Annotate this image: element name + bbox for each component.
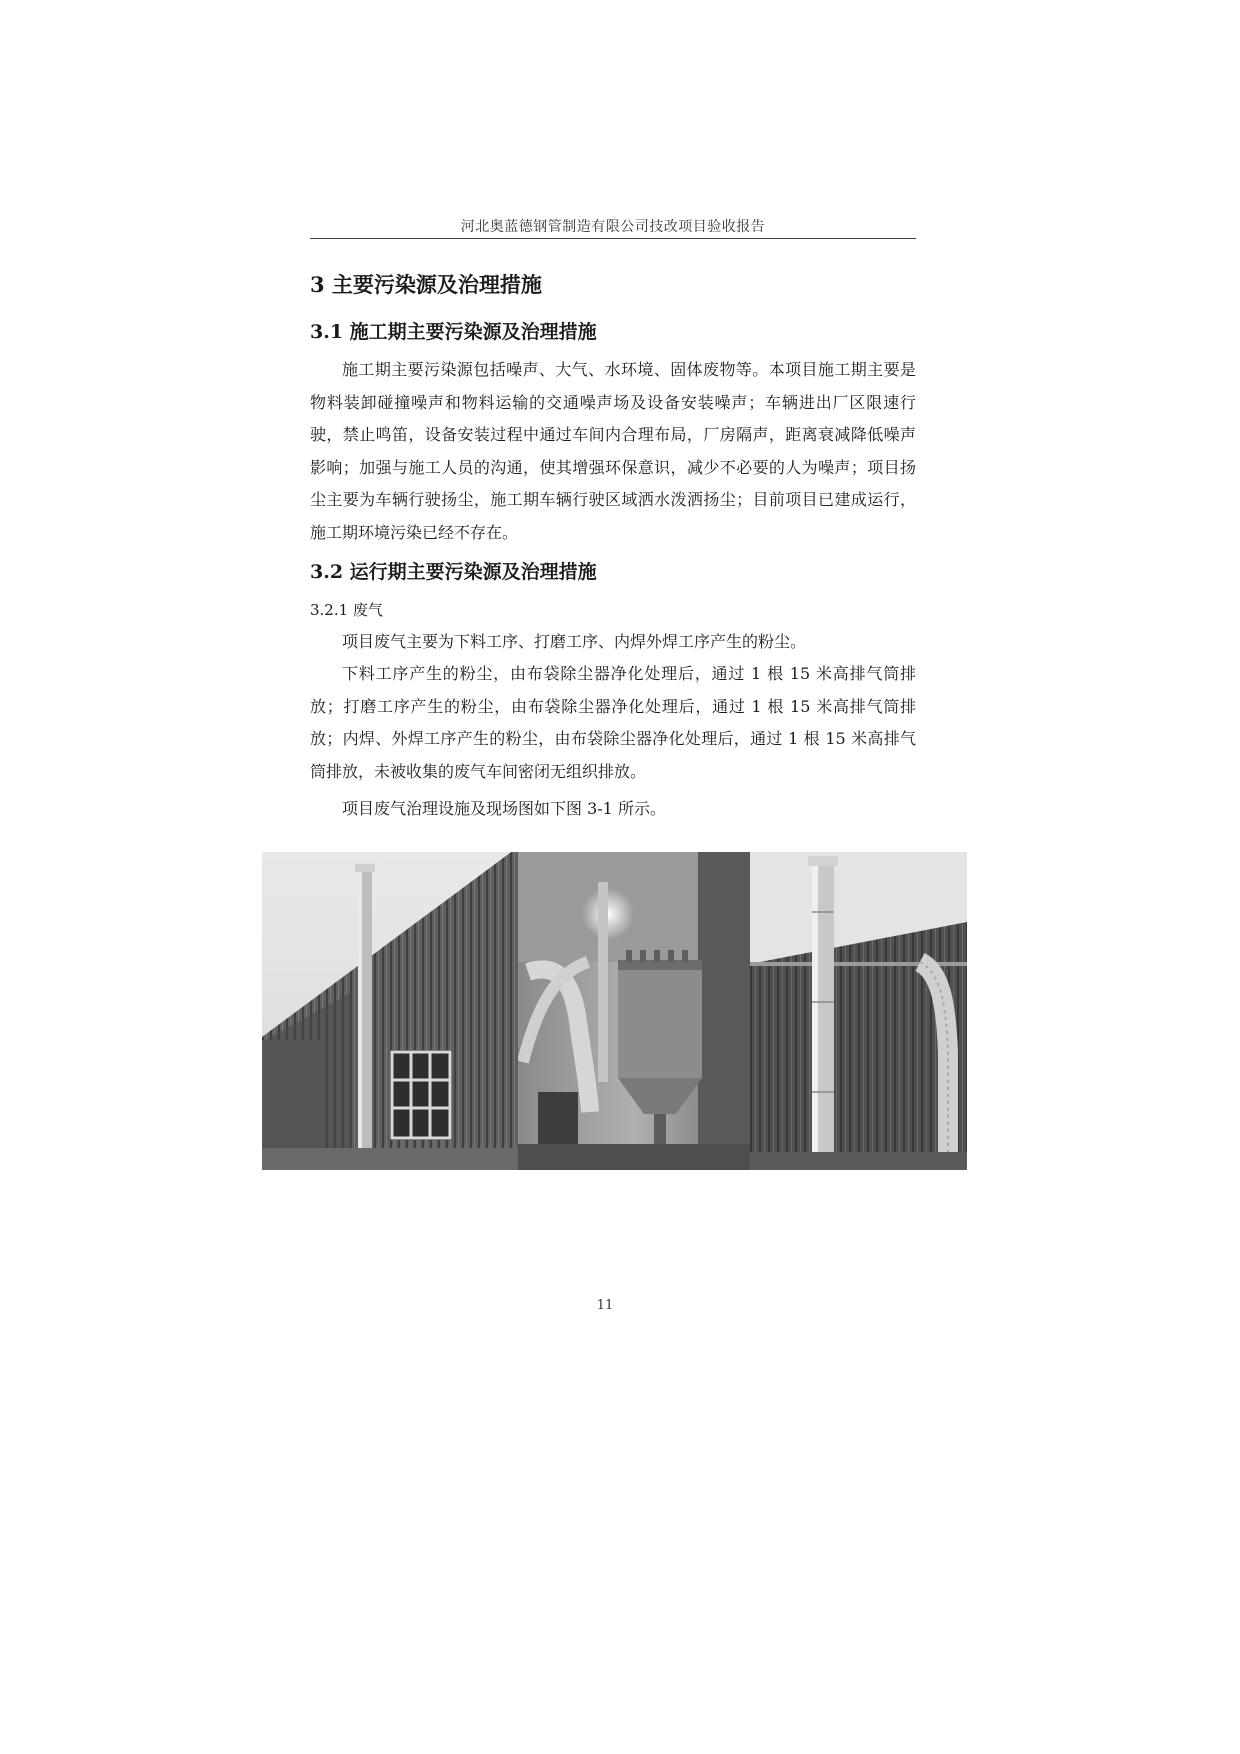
waste-gas-paragraph-2: 下料工序产生的粉尘，由布袋除尘器净化处理后，通过 1 根 15 米高排气筒排放；打磨工序产生的粉尘，由布袋除尘器净化处理后，通过 1 根 15 米高排气筒排放；内焊、外焊工序产生的粉尘，由布袋除尘器净化处理后，通过 1 根 15 米高排气筒排放，未被收集的废气车间密闭无组织排放。 xyxy=(310,664,916,781)
photo-exhaust-stack-duct xyxy=(750,852,967,1170)
figure-3-1-photos xyxy=(262,852,967,1170)
waste-gas-paragraph-1: 项目废气主要为下料工序、打磨工序、内焊外焊工序产生的粉尘。 xyxy=(342,631,807,651)
construction-paragraph: 施工期主要污染源包括噪声、大气、水环境、固体废物等。本项目施工期主要是物料装卸碰撞噪声和物料运输的交通噪声场及设备安装噪声；车辆进出厂区限速行驶，禁止鸣笛，设备安装过程中通过车间内合理布局，厂房隔声，距离衰减降低噪声影响；加强与施工人员的沟通，使其增强环保意识，减少不必要的人为噪声；项目扬尘主要为车辆行驶扬尘，施工期车辆行驶区域洒水泼洒扬尘；目前项目已建成运行，施工期环境污染已经不存在。 xyxy=(310,360,916,542)
page-number: 11 xyxy=(596,1298,614,1313)
subsection-title-3-2: 3.2 运行期主要污染源及治理措施 xyxy=(310,560,597,583)
section-title: 3 主要污染源及治理措施 xyxy=(310,272,542,297)
waste-gas-paragraph-3: 项目废气治理设施及现场图如下图 3-1 所示。 xyxy=(342,798,666,818)
running-header: 河北奥蓝德钢管制造有限公司技改项目验收报告 xyxy=(460,219,766,235)
header-rule xyxy=(310,238,916,239)
body-content xyxy=(310,268,916,825)
photo-bag-filter-dust-collector xyxy=(518,852,750,1170)
subsubsection-title-3-2-1: 3.2.1 废气 xyxy=(310,600,383,619)
subsection-title-3-1: 3.1 施工期主要污染源及治理措施 xyxy=(310,321,597,343)
photo-exhaust-stack-wall xyxy=(262,852,518,1170)
